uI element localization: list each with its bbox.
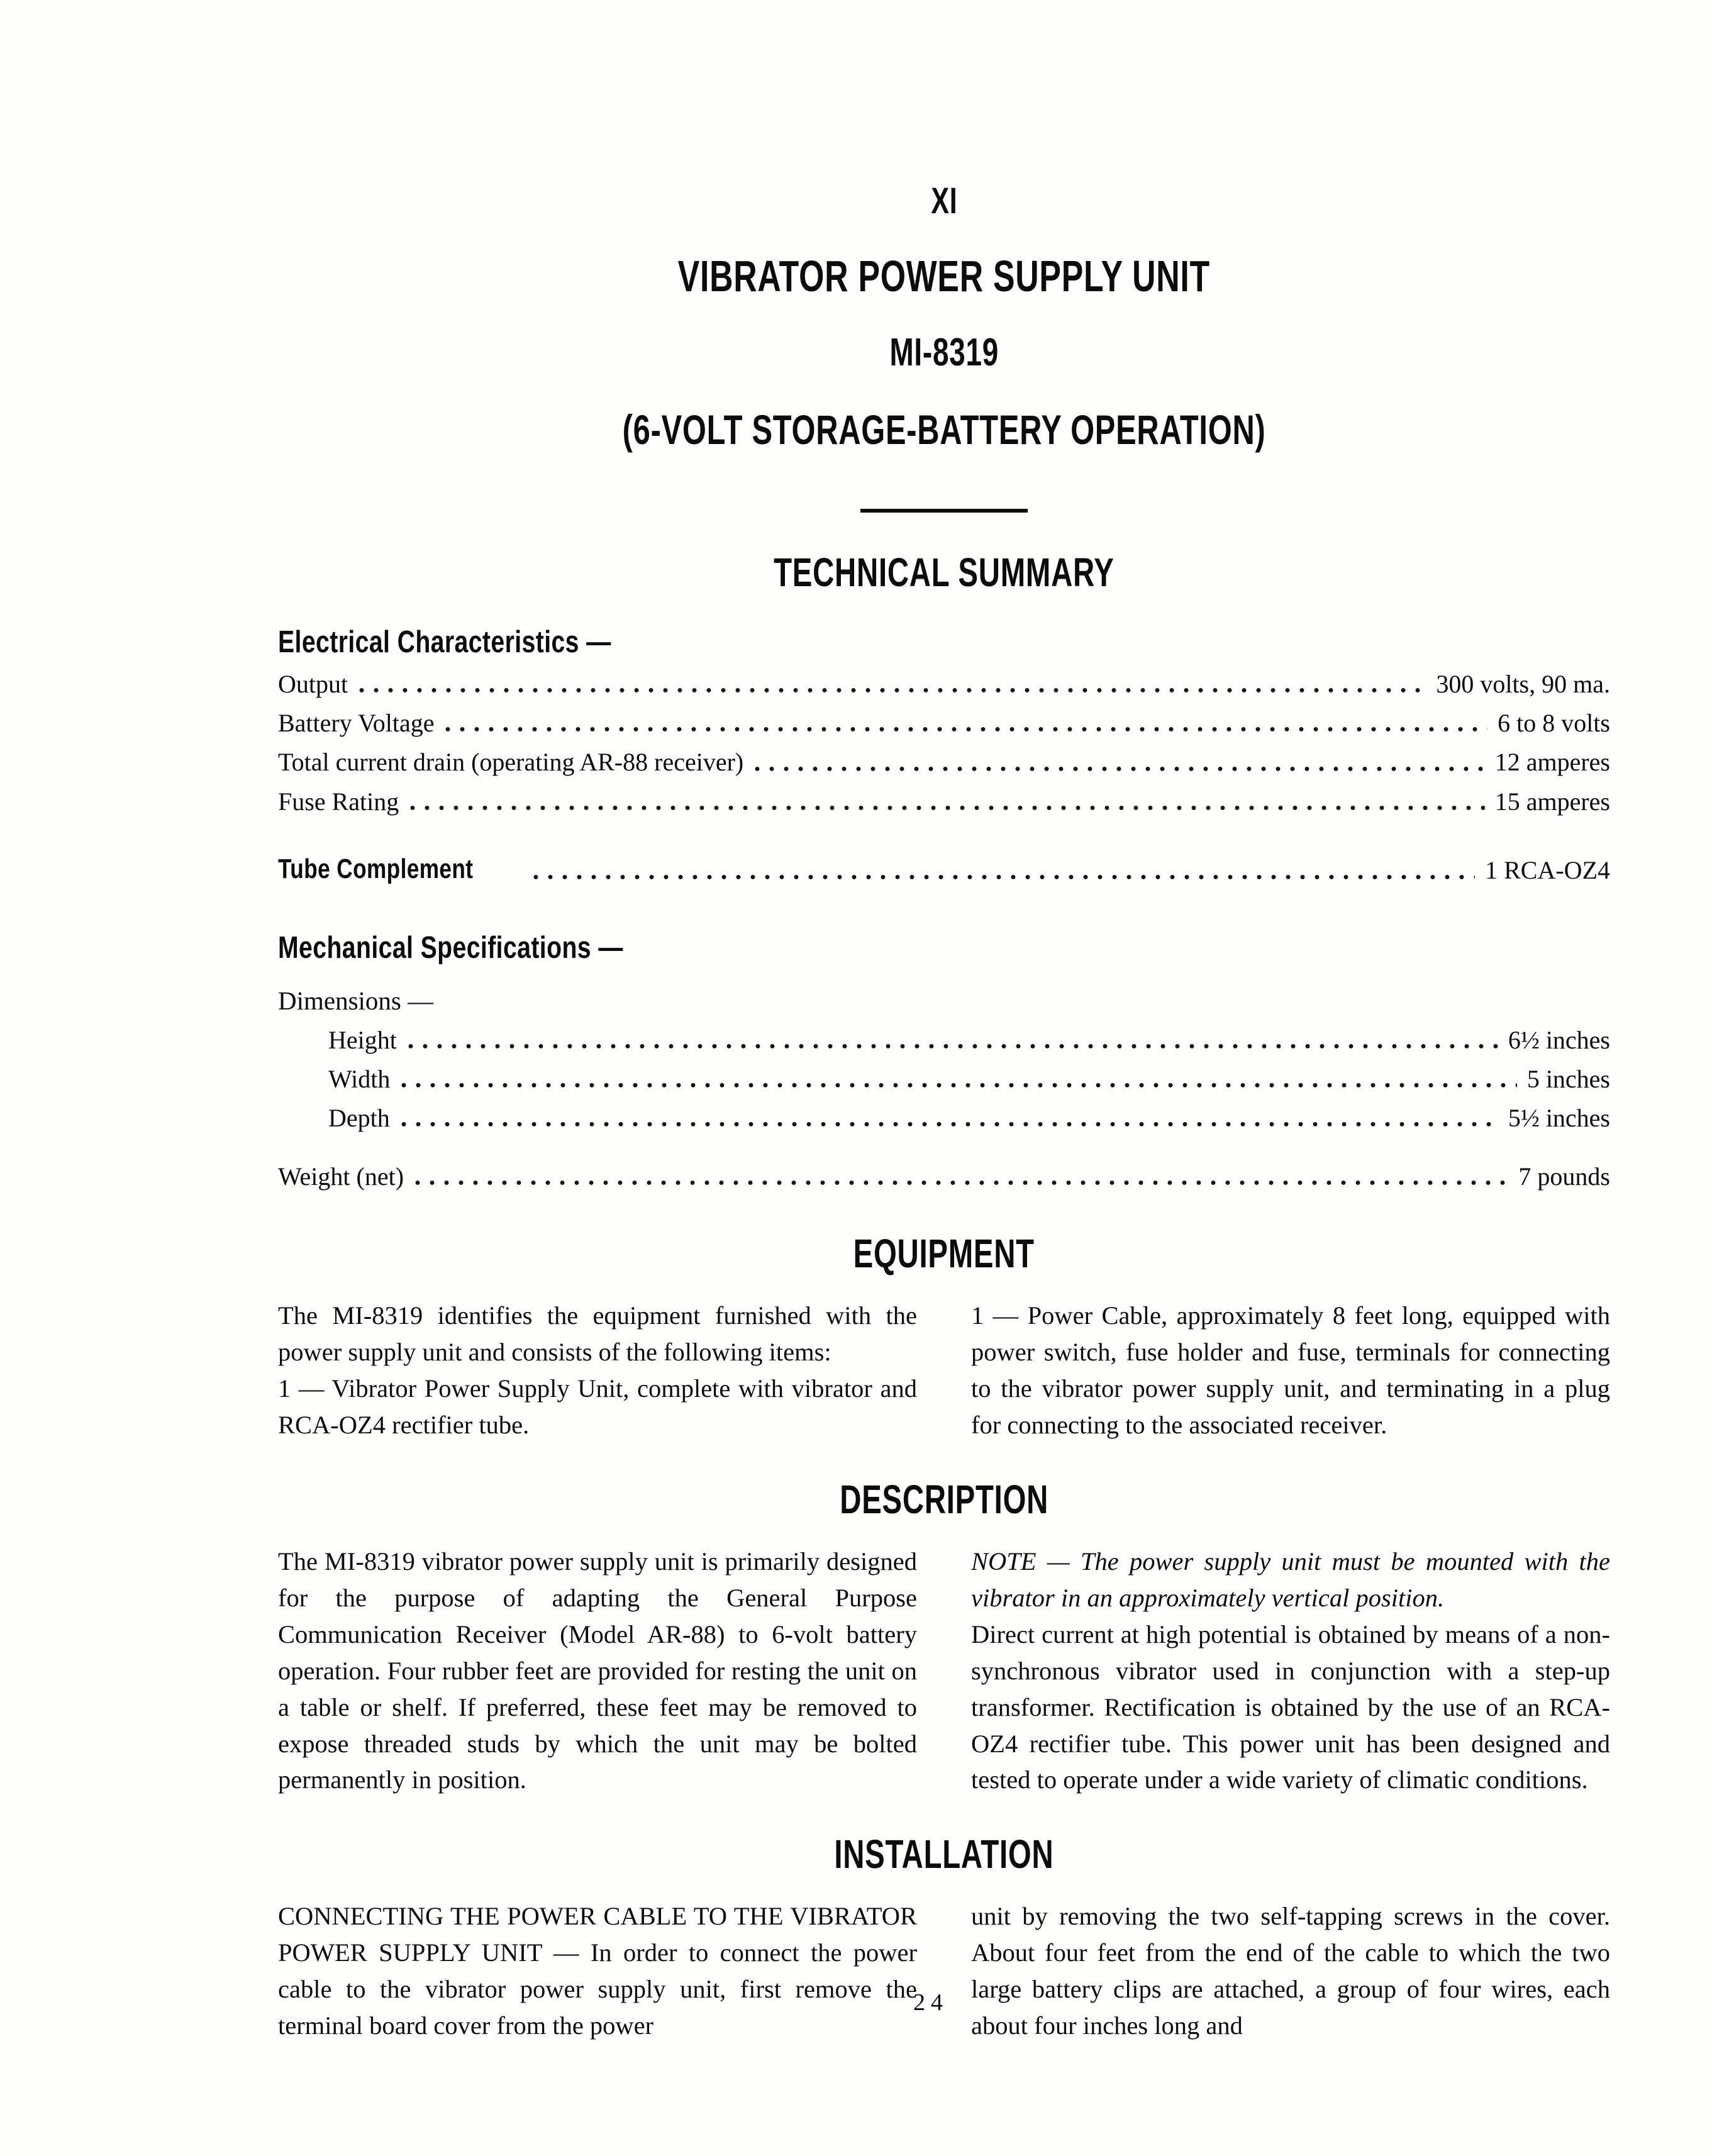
description-right-column [971, 1543, 1610, 1798]
section-heading-technical-summary [278, 549, 1610, 596]
spec-row-battery-voltage [278, 708, 1610, 738]
spec-value: 7 pounds [1518, 1162, 1610, 1191]
paragraph: The MI-8319 identifies the equipment furnished with the power supply unit and consists of the following items: [278, 1301, 917, 1367]
paragraph-lead-in: CONNECTING THE POWER CABLE TO THE VIBRATOR POWER SUPPLY UNIT — [278, 1902, 917, 1967]
spec-label-text: Tube Complement [278, 853, 474, 884]
paragraph: 1 — Power Cable, approximately 8 feet long, equipped with power switch, fuse holder and fuse, terminals for connecting to the vibrator power supply unit, and terminating in a plug for connecting to the associated receiver. [971, 1301, 1610, 1440]
model-number-text: MI-8319 [889, 331, 999, 374]
spec-value: 1 RCA-OZ4 [1485, 856, 1610, 885]
paragraph: unit by removing the two self-tapping screws in the cover. About four feet from the end of the cable to which the two large battery clips are attached, a group of four wires, each about four inches long and [971, 1902, 1610, 2040]
page-title [278, 251, 1610, 303]
column-gutter [917, 1543, 971, 1798]
spec-label [278, 853, 522, 886]
spec-label: Height [328, 1025, 397, 1054]
paragraph-body: In order to connect the power cable to the vibrator power supply unit, first remove the terminal board cover from the power [278, 1938, 917, 2040]
electrical-characteristics-heading [278, 624, 1610, 660]
electrical-characteristics-heading-text: Electrical Characteristics — [278, 625, 611, 659]
spec-row-fuse-rating [278, 787, 1610, 816]
spec-value: 5½ inches [1508, 1104, 1610, 1133]
paragraph [278, 1898, 917, 2044]
spec-row-current-drain [278, 747, 1610, 777]
equipment-columns [278, 1297, 1610, 1443]
spec-label: Width [328, 1064, 391, 1093]
dotted-leader [401, 1121, 1498, 1127]
paragraph: 1 — Vibrator Power Supply Unit, complete with vibrator and RCA-OZ4 rectifier tube. [278, 1374, 917, 1440]
page-number: 24 [913, 1989, 948, 2016]
section-heading-text: EQUIPMENT [853, 1231, 1035, 1277]
section-heading-installation [278, 1831, 1610, 1878]
spec-row-depth [278, 1103, 1610, 1133]
spec-label: Fuse Rating [278, 787, 399, 816]
section-heading-text: TECHNICAL SUMMARY [774, 550, 1114, 595]
dotted-leader [755, 766, 1485, 772]
dotted-leader [445, 726, 1487, 732]
divider-rule [860, 509, 1028, 513]
column-gutter [917, 1898, 971, 2044]
spec-value: 15 amperes [1494, 787, 1610, 816]
description-left-column [278, 1543, 917, 1798]
installation-right-column [971, 1898, 1610, 2044]
spec-row-width [278, 1064, 1610, 1094]
spec-value: 6½ inches [1508, 1025, 1610, 1054]
installation-left-column [278, 1898, 917, 2044]
spec-label: Total current drain (operating AR-88 receiver) [278, 748, 744, 777]
page-title-text: VIBRATOR POWER SUPPLY UNIT [677, 252, 1211, 301]
dotted-leader [401, 1082, 1516, 1088]
spec-row-output [278, 669, 1610, 699]
column-gutter [917, 1297, 971, 1443]
dotted-leader [359, 687, 1426, 693]
installation-columns [278, 1898, 1610, 2044]
chapter-number-text: XI [930, 181, 958, 221]
equipment-right-column [971, 1297, 1610, 1443]
page-subtitle-text: (6-VOLT STORAGE-BATTERY OPERATION) [622, 406, 1266, 453]
dotted-leader [415, 1180, 1508, 1186]
spec-value: 5 inches [1526, 1064, 1610, 1093]
mechanical-specifications-heading-text: Mechanical Specifications — [278, 930, 623, 965]
mechanical-specifications-heading [278, 930, 1610, 965]
paragraph: Direct current at high potential is obtained by means of a non-synchronous vibrator used in conjunction with a step-up transformer. Rectification is obtained by the use of an RCA-OZ4 rectifier tube. This power unit has been designed and tested to operate under a wide variety of climatic conditions. [971, 1620, 1610, 1794]
spec-row-tube-complement [278, 853, 1610, 886]
spec-value: 6 to 8 volts [1498, 709, 1610, 738]
section-heading-description [278, 1476, 1610, 1523]
section-heading-equipment [278, 1230, 1610, 1277]
spec-row-weight [278, 1162, 1610, 1191]
dotted-leader [408, 1043, 1498, 1049]
spec-value: 300 volts, 90 ma. [1436, 670, 1610, 698]
spec-label: Battery Voltage [278, 709, 435, 738]
dotted-leader [410, 805, 1485, 811]
description-columns [278, 1543, 1610, 1798]
model-number [278, 330, 1610, 375]
dotted-leader [533, 874, 1475, 880]
page-content [278, 180, 1610, 2044]
paragraph: The MI-8319 vibrator power supply unit is primarily designed for the purpose of adapting the General Purpose Communication Receiver (Model AR-88) to 6-volt battery operation. Four rubber feet are provided for resting the unit on a table or shelf. If preferred, these feet may be removed to expose threaded studs by which the unit may be bolted permanently in position. [278, 1547, 917, 1794]
spec-label: Weight (net) [278, 1162, 404, 1191]
section-heading-text: INSTALLATION [834, 1831, 1054, 1877]
chapter-number [278, 180, 1610, 222]
dimensions-label: Dimensions — [278, 986, 434, 1015]
electrical-spec-list [278, 669, 1610, 816]
dimension-spec-list [278, 1025, 1610, 1133]
note-paragraph: NOTE — The power supply unit must be mounted with the vibrator in an approximately vertical position. [971, 1547, 1610, 1612]
equipment-left-column [278, 1297, 917, 1443]
section-heading-text: DESCRIPTION [840, 1477, 1048, 1523]
spec-label: Depth [328, 1104, 390, 1133]
spec-value: 12 amperes [1494, 748, 1610, 777]
page-subtitle [278, 406, 1610, 455]
spec-row-height [278, 1025, 1610, 1055]
spec-label: Output [278, 670, 348, 698]
